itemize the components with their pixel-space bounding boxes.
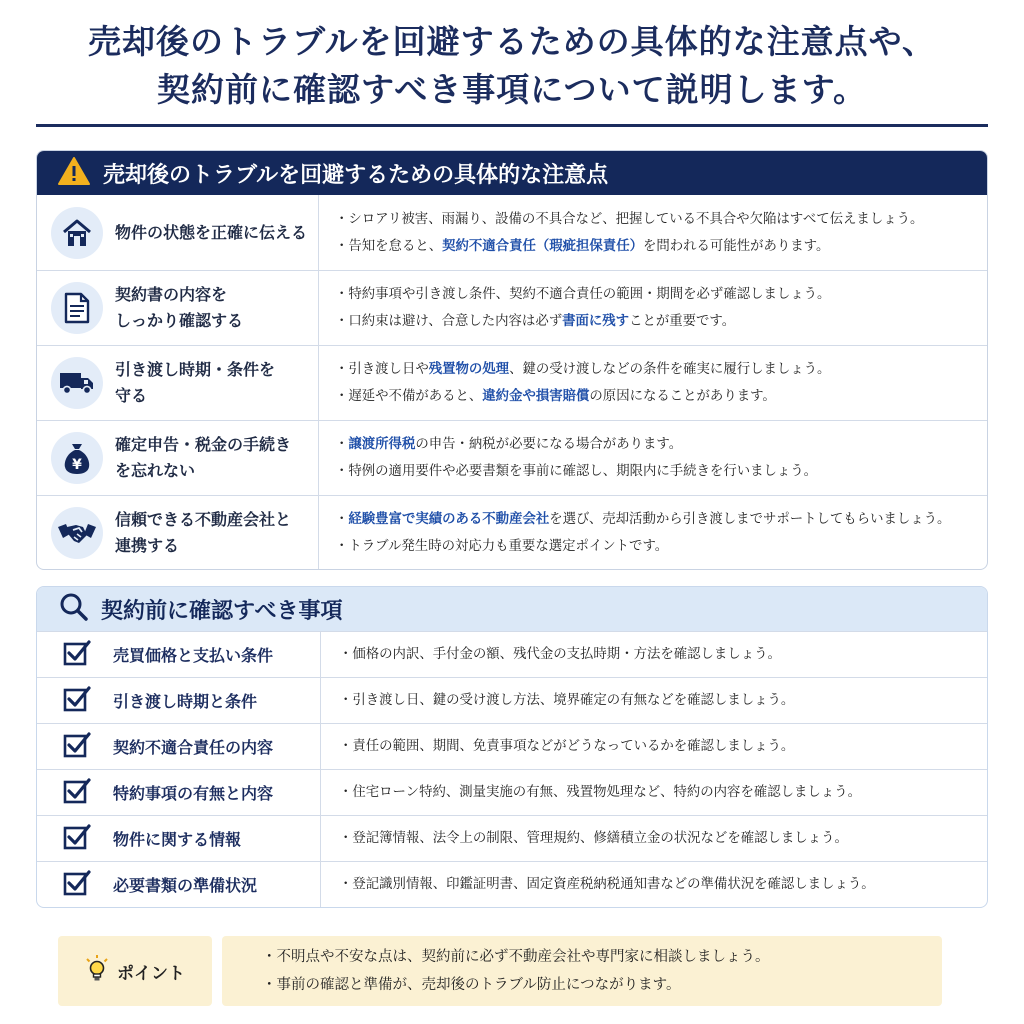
checkbox-checked-icon bbox=[63, 870, 91, 900]
trouble-tip-line bbox=[335, 506, 987, 533]
trouble-tip-header bbox=[37, 421, 319, 495]
trouble-tip-details bbox=[319, 421, 987, 495]
checklist-row bbox=[37, 631, 987, 677]
trouble-avoidance-title: 売却後のトラブルを回避するための具体的な注意点 bbox=[103, 162, 609, 188]
highlight-text: 違約金や損害賠償 bbox=[482, 389, 590, 404]
checkbox-checked-icon bbox=[63, 640, 91, 670]
checklist-item-text: ・登記簿情報、法令上の制限、管理規約、修繕積立金の状況などを確認しましょう。 bbox=[339, 831, 848, 846]
detail-text: の原因になることがあります。 bbox=[589, 389, 776, 404]
truck-icon bbox=[51, 357, 103, 409]
checklist-item-label: 売買価格と支払い条件 bbox=[113, 646, 274, 665]
checklist-row bbox=[37, 723, 987, 769]
highlight-text: 譲渡所得税 bbox=[348, 437, 416, 452]
checkbox-checked-icon bbox=[63, 824, 91, 854]
trouble-tip-details bbox=[319, 271, 987, 345]
point-label: ポイント bbox=[117, 963, 185, 984]
yen-money-bag-icon bbox=[51, 432, 103, 484]
checklist-item-header bbox=[37, 678, 321, 723]
point-body bbox=[222, 936, 942, 1006]
checklist-row bbox=[37, 769, 987, 815]
checkbox-checked-icon bbox=[63, 732, 91, 762]
trouble-tip-line bbox=[335, 206, 987, 233]
handshake-icon bbox=[51, 507, 103, 559]
trouble-tip-header bbox=[37, 496, 319, 570]
trouble-tip-header bbox=[37, 271, 319, 345]
checklist-item-header bbox=[37, 862, 321, 907]
page-title bbox=[36, 18, 988, 114]
trouble-tip-line bbox=[335, 356, 987, 383]
trouble-tip-header bbox=[37, 346, 319, 420]
warning-icon bbox=[57, 156, 91, 190]
trouble-tip-row bbox=[37, 270, 987, 345]
detail-text: ことが重要です。 bbox=[629, 314, 736, 329]
checklist-item-header bbox=[37, 632, 321, 677]
trouble-tip-row bbox=[37, 420, 987, 495]
checklist-item-label: 特約事項の有無と内容 bbox=[113, 784, 274, 803]
detail-text: ・ bbox=[335, 512, 349, 527]
checklist-row bbox=[37, 861, 987, 907]
detail-text: ・特約事項や引き渡し条件、契約不適合責任の範囲・期間を必ず確認しましょう。 bbox=[335, 287, 831, 302]
checklist-item-label: 物件に関する情報 bbox=[113, 830, 242, 849]
trouble-tip-line bbox=[335, 233, 987, 260]
pre-contract-checklist-title: 契約前に確認すべき事項 bbox=[101, 598, 343, 624]
page-title-line2: 契約前に確認すべき事項について説明します。 bbox=[156, 70, 868, 109]
trouble-avoidance-header bbox=[37, 151, 987, 195]
checklist-item-detail bbox=[321, 632, 987, 677]
checklist-item-detail bbox=[321, 770, 987, 815]
detail-text: ・ bbox=[335, 437, 349, 452]
pre-contract-checklist-header bbox=[37, 587, 987, 631]
lightbulb-icon bbox=[85, 955, 109, 987]
detail-text: ・特例の適用要件や必要書類を事前に確認し、期限内に手続きを行いましょう。 bbox=[335, 464, 818, 479]
trouble-tip-line bbox=[335, 533, 987, 560]
trouble-tip-line bbox=[335, 383, 987, 410]
checklist-item-label: 引き渡し時期と条件 bbox=[113, 692, 258, 711]
checklist-item-label: 契約不適合責任の内容 bbox=[113, 738, 274, 757]
checklist-row bbox=[37, 815, 987, 861]
checklist-item-detail bbox=[321, 724, 987, 769]
detail-text: の申告・納税が必要になる場合があります。 bbox=[415, 437, 683, 452]
checklist-item-text: ・引き渡し日、鍵の受け渡し方法、境界確定の有無などを確認しましょう。 bbox=[339, 693, 795, 708]
detail-text: ・トラブル発生時の対応力も重要な選定ポイントです。 bbox=[335, 539, 669, 554]
trouble-tip-label: 物件の状態を正確に伝える bbox=[115, 222, 308, 242]
checkbox-checked-icon bbox=[63, 686, 91, 716]
trouble-tip-label: 契約書の内容を しっかり確認する bbox=[115, 285, 244, 330]
checklist-item-header bbox=[37, 770, 321, 815]
detail-text: ・口約束は避け、合意した内容は必ず bbox=[335, 314, 563, 329]
checklist-item-header bbox=[37, 816, 321, 861]
checklist-row bbox=[37, 677, 987, 723]
highlight-text: 経験豊富で実績のある不動産会社 bbox=[348, 512, 550, 527]
document-icon bbox=[51, 282, 103, 334]
trouble-tip-row bbox=[37, 495, 987, 570]
checklist-item-label: 必要書類の準備状況 bbox=[113, 876, 258, 895]
trouble-tip-line bbox=[335, 458, 987, 485]
trouble-tip-line bbox=[335, 431, 987, 458]
checklist-item-text: ・登記識別情報、印鑑証明書、固定資産税納税通知書などの準備状況を確認しましょう。 bbox=[339, 877, 875, 892]
trouble-tip-details bbox=[319, 195, 987, 270]
checklist-item-detail bbox=[321, 816, 987, 861]
trouble-tip-line bbox=[335, 281, 987, 308]
checklist-item-text: ・価格の内訳、手付金の額、残代金の支払時期・方法を確認しましょう。 bbox=[339, 647, 781, 662]
point-line: ・不明点や不安な点は、契約前に必ず不動産会社や専門家に相談しましょう。 bbox=[262, 949, 770, 965]
checklist-item-detail bbox=[321, 678, 987, 723]
trouble-tip-header bbox=[37, 195, 319, 270]
magnifier-icon bbox=[59, 592, 89, 626]
page-title-line1: 売却後のトラブルを回避するための具体的な注意点や、 bbox=[87, 22, 937, 61]
detail-text: ・遅延や不備があると、 bbox=[335, 389, 483, 404]
detail-text: を選び、売却活動から引き渡しまでサポートしてもらいましょう。 bbox=[549, 512, 951, 527]
trouble-avoidance-section bbox=[36, 150, 988, 570]
checklist-item-text: ・住宅ローン特約、測量実施の有無、残置物処理など、特約の内容を確認しましょう。 bbox=[339, 785, 861, 800]
trouble-tip-details bbox=[319, 496, 987, 570]
checklist-item-detail bbox=[321, 862, 987, 907]
checkbox-checked-icon bbox=[63, 778, 91, 808]
detail-text: ・引き渡し日や bbox=[335, 362, 429, 377]
detail-text: 、鍵の受け渡しなどの条件を確実に履行しましょう。 bbox=[509, 362, 831, 377]
checklist-item-text: ・責任の範囲、期間、免責事項などがどうなっているかを確認しましょう。 bbox=[339, 739, 795, 754]
svg-text:¥: ¥ bbox=[72, 457, 82, 473]
detail-text: ・告知を怠ると、 bbox=[335, 238, 443, 254]
checklist-item-header bbox=[37, 724, 321, 769]
trouble-tip-row bbox=[37, 195, 987, 270]
trouble-tip-row bbox=[37, 345, 987, 420]
trouble-tip-details bbox=[319, 346, 987, 420]
trouble-tip-label: 引き渡し時期・条件を 守る bbox=[115, 360, 276, 405]
detail-text: ・シロアリ被害、雨漏り、設備の不具合など、把握している不具合や欠陥はすべて伝えましょう。 bbox=[335, 211, 924, 227]
house-icon bbox=[51, 207, 103, 259]
title-divider bbox=[36, 124, 988, 127]
highlight-text: 契約不適合責任（瑕疵担保責任） bbox=[442, 238, 643, 254]
point-line: ・事前の確認と準備が、売却後のトラブル防止につながります。 bbox=[262, 977, 681, 993]
pre-contract-checklist-section bbox=[36, 586, 988, 908]
highlight-text: 残置物の処理 bbox=[428, 362, 510, 377]
highlight-text: 書面に残す bbox=[562, 314, 630, 329]
detail-text: を問われる可能性があります。 bbox=[642, 238, 830, 254]
point-label-box bbox=[58, 936, 212, 1006]
trouble-tip-line bbox=[335, 308, 987, 335]
trouble-tip-label: 確定申告・税金の手続き を忘れない bbox=[115, 435, 292, 480]
trouble-tip-label: 信頼できる不動産会社と 連携する bbox=[115, 510, 292, 555]
